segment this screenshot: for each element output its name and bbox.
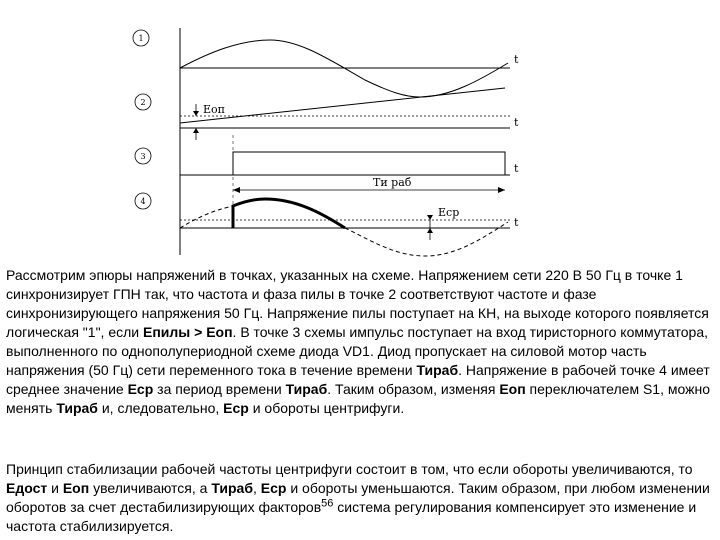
p1-seg-2: . В точке 3 схемы импульс поступает на вход тиристорного коммутатора, выполненного по однополупериодной схеме диода VD1. Диод пропускает на силовой мотор часть напряжения (50 Гц) сети переменного тока в течение времени xyxy=(6,324,709,378)
eop-arrowhead-top xyxy=(193,111,199,116)
eop-label: Eоп xyxy=(203,103,225,116)
p1-bold-tirab-1: Тираб xyxy=(416,362,459,378)
p1-bold-tirab-3: Тираб xyxy=(56,400,98,416)
p1-seg-4: . Напряжение в рабочей точке 4 имеет среднее значение xyxy=(6,362,710,397)
p1-bold-esr-1: Еср xyxy=(127,381,154,397)
p2-seg-2: и xyxy=(47,480,63,496)
p1-bold-esr-2: Еср xyxy=(223,400,249,416)
t-label-2: t xyxy=(514,116,519,129)
p2-seg-10: система регулирования компенсирует это изменение и частота стабилизируется. xyxy=(6,499,697,534)
t-label-3: t xyxy=(514,162,519,175)
p2-seg-4: увеличиваются, а xyxy=(89,480,212,496)
eop-arrowhead-bottom xyxy=(193,128,199,133)
p2-bold-eop: Еоп xyxy=(62,480,90,496)
marker-label-4: 4 xyxy=(140,197,146,206)
paragraph-2 xyxy=(6,460,714,536)
marker-label-2: 2 xyxy=(140,98,146,107)
p1-seg-12: и, следовательно, xyxy=(97,400,224,416)
p1-bold-epily: Епилы > Еоп xyxy=(142,324,233,340)
p1-seg-0: Рассмотрим эпюры напряжений в точках, указанных на схеме. Напряжением сети 220 В 50 Гц в точке 1 синхронизирует ГПН так, что частота и фаза пилы в точке 2 соответствуют частоте и фазе синхронизирующего напряжения 50 Гц. Напряжение пилы поступает на КН, на выходе которого появляется логическая "1", если xyxy=(6,267,709,340)
esr-label: Eср xyxy=(438,206,460,219)
ramp-wave-2 xyxy=(180,88,505,123)
esr-arrowhead-top xyxy=(427,215,433,220)
tirab-label: Ти раб xyxy=(373,176,412,189)
p2-seg-8: и обороты уменьшаются. Таким образом, при любом изменении оборотов за счет дестабилизирующих факторов xyxy=(6,480,710,515)
p1-seg-8: . Таким образом, изменяя xyxy=(327,381,500,397)
p2-seg-6: , xyxy=(252,480,261,496)
esr-arrowhead-bottom xyxy=(427,228,433,233)
marker-label-1: 1 xyxy=(138,34,144,43)
tirab-arrowhead-right xyxy=(498,187,505,193)
p2-bold-tirab: Тираб xyxy=(211,480,253,496)
tirab-arrowhead-left xyxy=(233,187,240,193)
page-number: 56 xyxy=(321,497,334,510)
t-label-4: t xyxy=(514,216,519,229)
paragraph-1 xyxy=(6,266,714,418)
p1-bold-tirab-2: Тираб xyxy=(285,381,328,397)
t-label-1: t xyxy=(514,53,519,66)
p2-bold-edost: Едост xyxy=(6,480,48,496)
pulse-wave-3 xyxy=(180,152,505,175)
p1-bold-eop: Еоп xyxy=(499,381,526,397)
p2-bold-esr: Еср xyxy=(260,480,287,496)
conduction-wave-4 xyxy=(233,199,345,228)
p1-seg-6: за период времени xyxy=(153,381,286,397)
p1-seg-14: и обороты центрифуги. xyxy=(248,400,405,416)
p1-seg-10: переключателем S1, можно менять xyxy=(6,381,711,416)
p2-seg-0: Принцип стабилизации рабочей частоты центрифуги состоит в том, что если обороты увеличиваются, то xyxy=(6,461,693,477)
marker-label-3: 3 xyxy=(140,152,146,161)
voltage-diagram xyxy=(0,0,720,262)
